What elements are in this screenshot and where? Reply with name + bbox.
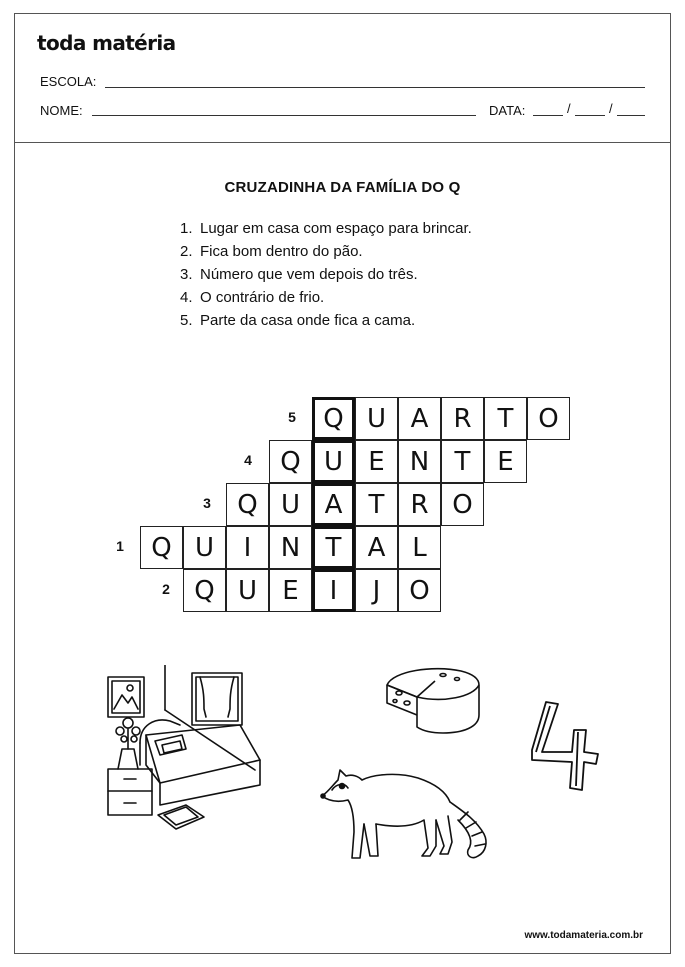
row-number: 4 <box>244 452 252 468</box>
crossword-key-cell[interactable]: T <box>312 526 355 569</box>
crossword-cell[interactable]: O <box>398 569 441 612</box>
clue-number: 4. <box>180 289 193 306</box>
name-label: NOME: <box>40 103 83 118</box>
date-day-field[interactable] <box>533 115 563 116</box>
clue-item <box>180 240 472 263</box>
crossword-cell[interactable]: I <box>226 526 269 569</box>
crossword-cell[interactable]: Q <box>183 569 226 612</box>
crossword-key-cell[interactable]: A <box>312 483 355 526</box>
coati-illustration <box>318 762 490 870</box>
crossword-cell[interactable]: R <box>398 483 441 526</box>
clue-number: 2. <box>180 243 193 260</box>
crossword-cell[interactable]: U <box>355 397 398 440</box>
clue-item <box>180 217 472 240</box>
clue-text: Parte da casa onde fica a cama. <box>200 312 416 329</box>
name-field[interactable] <box>92 115 476 116</box>
clue-item <box>180 309 472 332</box>
number-four-illustration <box>528 700 602 792</box>
crossword-cell[interactable]: Q <box>140 526 183 569</box>
date-month-field[interactable] <box>575 115 605 116</box>
row-number: 3 <box>203 495 211 511</box>
crossword-cell[interactable]: N <box>269 526 312 569</box>
clue-text: Lugar em casa com espaço para brincar. <box>200 220 472 237</box>
row-number: 5 <box>288 409 296 425</box>
clue-text: Fica bom dentro do pão. <box>200 243 363 260</box>
header-separator <box>14 142 671 143</box>
clue-item <box>180 286 472 309</box>
crossword-key-cell[interactable]: Q <box>312 397 355 440</box>
clue-list <box>180 217 472 332</box>
crossword-cell[interactable]: E <box>484 440 527 483</box>
crossword-cell[interactable]: J <box>355 569 398 612</box>
clue-number: 1. <box>180 220 193 237</box>
brand-logo: toda matéria <box>37 31 176 55</box>
crossword-cell[interactable]: T <box>441 440 484 483</box>
clue-text: Número que vem depois do três. <box>200 266 418 283</box>
row-number: 2 <box>162 581 170 597</box>
date-label: DATA: <box>489 103 526 118</box>
clue-item <box>180 263 472 286</box>
school-field[interactable] <box>105 87 645 88</box>
crossword-cell[interactable]: E <box>355 440 398 483</box>
worksheet-title: CRUZADINHA DA FAMÍLIA DO Q <box>224 179 461 196</box>
clue-number: 5. <box>180 312 193 329</box>
school-label: ESCOLA: <box>40 74 97 89</box>
crossword-cell[interactable]: U <box>183 526 226 569</box>
crossword-key-cell[interactable]: U <box>312 440 355 483</box>
clue-number: 3. <box>180 266 193 283</box>
crossword-cell[interactable]: Q <box>226 483 269 526</box>
crossword-cell[interactable]: N <box>398 440 441 483</box>
crossword-cell[interactable]: U <box>269 483 312 526</box>
clue-text: O contrário de frio. <box>200 289 325 306</box>
crossword-cell[interactable]: U <box>226 569 269 612</box>
crossword-cell[interactable]: O <box>527 397 570 440</box>
bedroom-illustration <box>100 665 280 835</box>
crossword-cell[interactable]: A <box>355 526 398 569</box>
crossword-cell[interactable]: E <box>269 569 312 612</box>
crossword-cell[interactable]: R <box>441 397 484 440</box>
crossword-cell[interactable]: T <box>355 483 398 526</box>
crossword-cell[interactable]: L <box>398 526 441 569</box>
date-separator: / <box>609 101 613 116</box>
date-year-field[interactable] <box>617 115 645 116</box>
crossword-cell[interactable]: A <box>398 397 441 440</box>
row-number: 1 <box>116 538 124 554</box>
crossword-cell[interactable]: O <box>441 483 484 526</box>
date-separator: / <box>567 101 571 116</box>
crossword-key-cell[interactable]: I <box>312 569 355 612</box>
crossword-cell[interactable]: Q <box>269 440 312 483</box>
cheese-illustration <box>383 663 483 739</box>
crossword-cell[interactable]: T <box>484 397 527 440</box>
footer-website[interactable]: www.todamateria.com.br <box>524 930 643 941</box>
